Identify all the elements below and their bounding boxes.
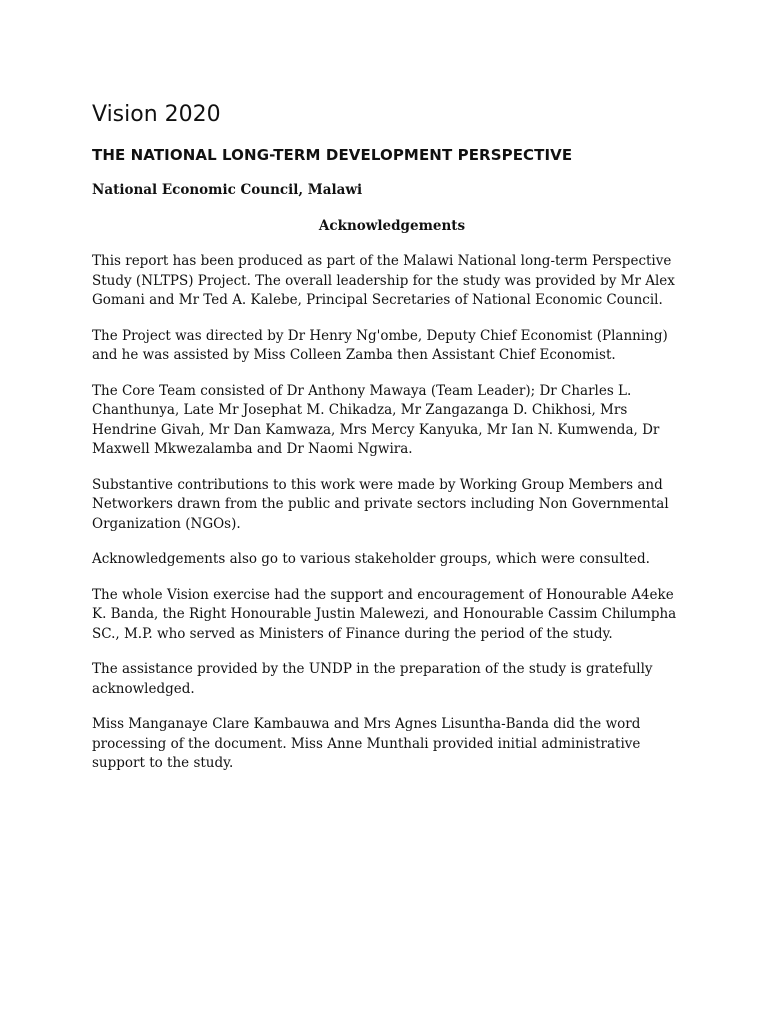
document-subtitle: THE NATIONAL LONG-TERM DEVELOPMENT PERSPECTIVE [92, 146, 573, 164]
paragraph-project-direction: The Project was directed by Dr Henry Ng'ombe, Deputy Chief Economist (Planning) and he was assisted by Miss Colleen Zamba then Assistant Chief Economist. [92, 327, 668, 363]
document-title: Vision 2020 [92, 102, 221, 127]
section-heading: Acknowledgements [318, 218, 466, 234]
paragraph-contributions: Substantive contributions to this work were made by Working Group Members and Networkers drawn from the public and private sectors including Non Governmental Organization (NGOs). [92, 476, 669, 532]
paragraph-ministers: The whole Vision exercise had the support and encouragement of Honourable A4eke K. Banda, the Right Honourable Justin Malewezi, and Honourable Cassim Chilumpha SC., M.P. who served as Ministers of Finance during the period of the study. [92, 586, 677, 642]
organization-name: National Economic Council, Malawi [92, 182, 363, 198]
paragraph-undp: The assistance provided by the UNDP in the preparation of the study is gratefully acknowledged. [92, 661, 653, 697]
paragraph-word-processing: Miss Manganaye Clare Kambauwa and Mrs Agnes Lisuntha-Banda did the word processing of the document. Miss Anne Munthali provided initial administrative support to the study. [92, 716, 641, 771]
paragraph-core-team: The Core Team consisted of Dr Anthony Mawaya (Team Leader); Dr Charles L. Chanthunya, Late Mr Josephat M. Chikadza, Mr Zangazanga D. Chikhosi, Mrs Hendrine Givah, Mr Dan Kamwaza, Mrs Mercy Kanyuka, Mr Ian N. Kumwenda, Dr Maxwell Mkwezalamba and Dr Naomi Ngwira. [92, 382, 660, 457]
paragraph-stakeholders: Acknowledgements also go to various stakeholder groups, which were consulted. [92, 551, 650, 567]
document-page [92, 100, 692, 774]
paragraph-leadership: This report has been produced as part of the Malawi National long-term Perspective Study (NLTPS) Project. The overall leadership for the study was provided by Mr Alex Gomani and Mr Ted A. Kalebe, Principal Secretaries of National Economic Council. [92, 253, 675, 308]
